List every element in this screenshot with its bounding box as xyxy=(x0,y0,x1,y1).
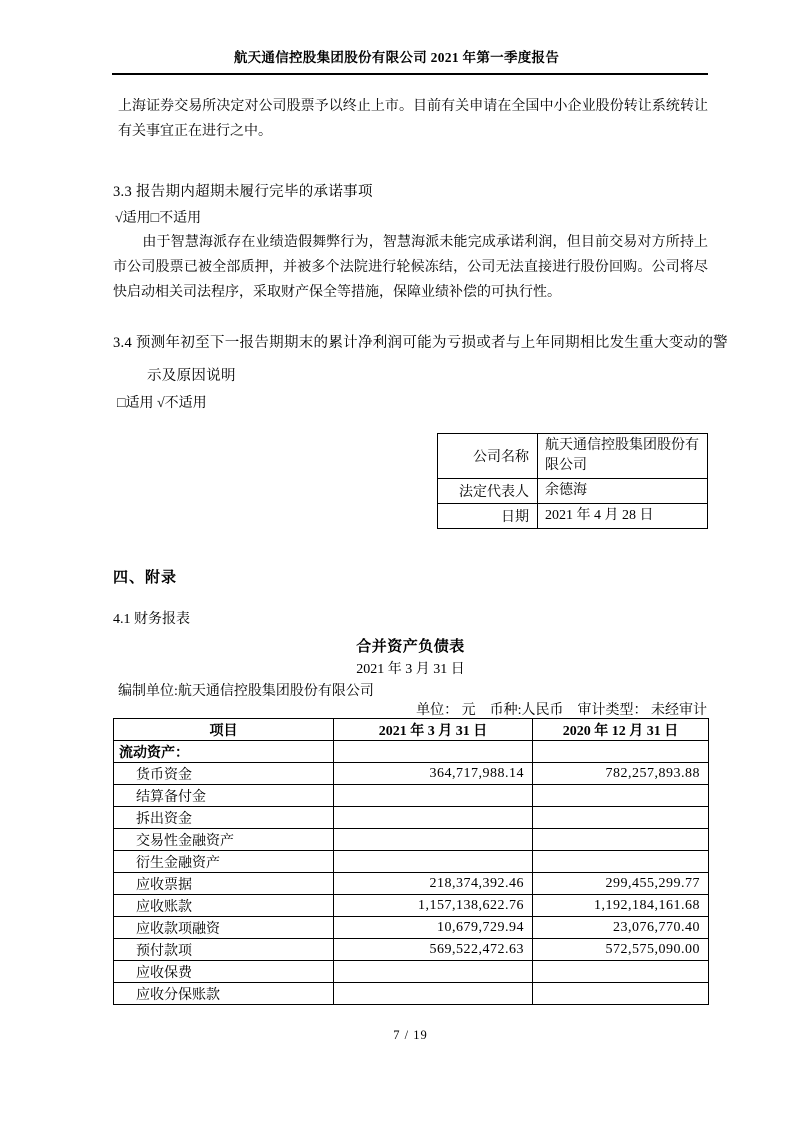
balance-sheet-table xyxy=(113,718,709,1005)
row-value-2021 xyxy=(334,983,533,1005)
section-3-4-heading-line2: 示及原因说明 xyxy=(147,368,236,384)
row-value-2021: 364,717,988.14 xyxy=(334,763,533,785)
row-label-prepayments: 预付款项 xyxy=(114,939,334,961)
row-label-accounts-receivable: 应收账款 xyxy=(114,895,334,917)
row-value-2020 xyxy=(533,741,709,763)
row-value-2020: 299,455,299.77 xyxy=(533,873,709,895)
row-value-2020: 572,575,090.00 xyxy=(533,939,709,961)
row-value-2021 xyxy=(334,851,533,873)
signature-label-company-name: 公司名称 xyxy=(438,434,538,479)
signature-value-date: 2021 年 4 月 28 日 xyxy=(538,504,708,529)
table-row xyxy=(438,504,708,529)
table-row xyxy=(438,479,708,504)
row-label-settlement-reserves: 结算备付金 xyxy=(114,785,334,807)
section-3-4-heading-line1: 3.4 预测年初至下一报告期期末的累计净利润可能为亏损或者与上年同期相比发生重大变动的警 xyxy=(113,335,728,351)
section-3-3-body: 由于智慧海派存在业绩造假舞弊行为，智慧海派未能完成承诺利润，但目前交易对方所持上市公司股票已被全部质押，并被多个法院进行轮候冻结，公司无法直接进行股份回购。公司将尽快启动相关司法程序，采取财产保全等措施，保障业绩补偿的可执行性。 xyxy=(113,235,708,300)
row-label-funds-lent: 拆出资金 xyxy=(114,807,334,829)
row-label-monetary-funds: 货币资金 xyxy=(114,763,334,785)
table-row xyxy=(438,434,708,479)
section-3-3-applicability: √适用□不适用 xyxy=(115,211,202,226)
column-header-item: 项目 xyxy=(114,719,334,741)
table-row xyxy=(114,741,709,763)
financial-statements-subheading: 4.1 财务报表 xyxy=(113,612,190,627)
signature-label-date: 日期 xyxy=(438,504,538,529)
row-value-2021: 1,157,138,622.76 xyxy=(334,895,533,917)
column-header-2020-12-31: 2020 年 12 月 31 日 xyxy=(533,719,709,741)
table-row xyxy=(114,983,709,1005)
table-row xyxy=(114,961,709,983)
row-value-2020: 1,192,184,161.68 xyxy=(533,895,709,917)
signature-label-legal-representative: 法定代表人 xyxy=(438,479,538,504)
table-row xyxy=(114,895,709,917)
row-value-2021: 218,374,392.46 xyxy=(334,873,533,895)
row-label-receivables-financing: 应收款项融资 xyxy=(114,917,334,939)
table-row xyxy=(114,807,709,829)
table-row xyxy=(114,873,709,895)
signature-table xyxy=(437,433,708,529)
table-row xyxy=(114,785,709,807)
row-label-derivative-financial-assets: 衍生金融资产 xyxy=(114,851,334,873)
table-header-row xyxy=(114,719,709,741)
row-value-2021 xyxy=(334,785,533,807)
section-3-4-applicability: □适用 √不适用 xyxy=(117,396,207,411)
row-value-2021: 569,522,472.63 xyxy=(334,939,533,961)
row-label-notes-receivable: 应收票据 xyxy=(114,873,334,895)
row-value-2020 xyxy=(533,851,709,873)
appendix-section-heading: 四、附录 xyxy=(113,570,178,586)
balance-sheet-title: 合并资产负债表 xyxy=(356,639,465,655)
row-value-2021 xyxy=(334,829,533,851)
page-number-indicator: 7 / 19 xyxy=(393,1028,428,1042)
row-value-2020 xyxy=(533,829,709,851)
row-value-2021 xyxy=(334,741,533,763)
row-value-2020: 782,257,893.88 xyxy=(533,763,709,785)
balance-sheet-date: 2021 年 3 月 31 日 xyxy=(356,662,465,677)
header-divider-rule xyxy=(112,73,708,75)
table-row xyxy=(114,939,709,961)
row-value-2020 xyxy=(533,983,709,1005)
column-header-2021-03-31: 2021 年 3 月 31 日 xyxy=(334,719,533,741)
signature-value-company-name: 航天通信控股集团股份有限公司 xyxy=(538,434,708,479)
row-value-2021: 10,679,729.94 xyxy=(334,917,533,939)
row-label-premiums-receivable: 应收保费 xyxy=(114,961,334,983)
row-value-2020 xyxy=(533,785,709,807)
row-label-reinsurance-accounts-receivable: 应收分保账款 xyxy=(114,983,334,1005)
table-row xyxy=(114,917,709,939)
intro-paragraph: 上海证券交易所决定对公司股票予以终止上市。目前有关申请在全国中小企业股份转让系统转让有关事宜正在进行之中。 xyxy=(118,99,708,139)
unit-currency-audit-line: 单位： 元 币种:人民币 审计类型： 未经审计 xyxy=(416,703,707,718)
section-3-3-heading: 3.3 报告期内超期未履行完毕的承诺事项 xyxy=(113,184,373,200)
table-row xyxy=(114,829,709,851)
row-value-2021 xyxy=(334,961,533,983)
table-row xyxy=(114,763,709,785)
table-row xyxy=(114,851,709,873)
row-value-2021 xyxy=(334,807,533,829)
row-label-current-assets: 流动资产： xyxy=(114,741,334,763)
row-value-2020 xyxy=(533,961,709,983)
report-header-title: 航天通信控股集团股份有限公司 2021 年第一季度报告 xyxy=(233,50,560,65)
prepared-by-line: 编制单位:航天通信控股集团股份有限公司 xyxy=(118,684,374,699)
row-label-trading-financial-assets: 交易性金融资产 xyxy=(114,829,334,851)
signature-value-legal-representative: 余德海 xyxy=(538,479,708,504)
row-value-2020 xyxy=(533,807,709,829)
row-value-2020: 23,076,770.40 xyxy=(533,917,709,939)
